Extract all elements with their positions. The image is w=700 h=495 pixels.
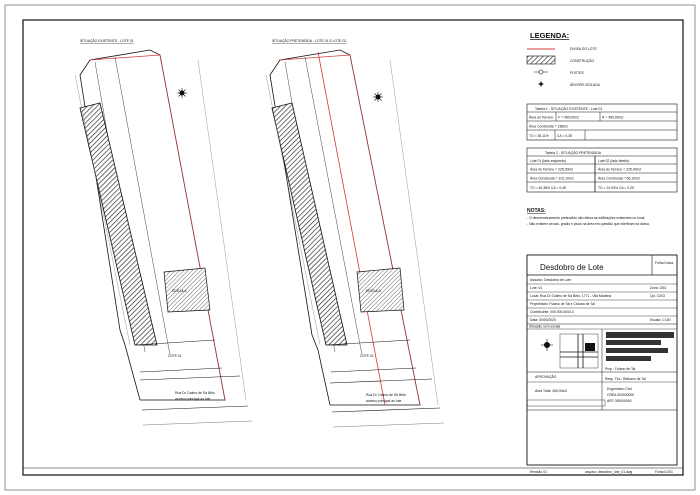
tb-escala: Escala: 1:100 — [650, 318, 671, 322]
t1-r0c1: F = 450,00m2 — [558, 115, 580, 120]
t2-r2c1: TO = 24,93% CA = 0,25 — [598, 186, 634, 190]
tb-quadra: Qd.: 0203 — [650, 294, 665, 298]
building-annex-existing — [164, 268, 210, 312]
redacted-block-4 — [606, 356, 651, 361]
footer — [530, 470, 673, 474]
plan-proposed-title: SITUAÇÃO PRETENDIDA - LOTE 01 E LOTE 02 — [272, 39, 347, 43]
t2-r2c0: TO = 45,38% CA = 0,45 — [530, 186, 566, 190]
street-name-existing: Rua Dr. Dalmo de Sá Brito — [175, 391, 215, 395]
footer-left: Revisão 01 — [530, 470, 547, 474]
tb-contribuinte: Contribuinte: 000.000.0000-0 — [530, 310, 574, 314]
t1-r1c0: Área Construída = 158m2 — [529, 124, 568, 129]
t2-r1c0: Área Construída = 102,10m2 — [530, 176, 574, 181]
building-main-existing — [80, 103, 157, 345]
outer-border — [5, 5, 695, 490]
plan-proposed — [266, 38, 444, 427]
lot-boundary-proposed — [270, 50, 420, 405]
redacted-block-3 — [606, 348, 668, 353]
t1-r2c1: CA = 0,35 — [557, 134, 572, 138]
redacted-block-2 — [606, 340, 661, 345]
notes — [527, 208, 650, 226]
street-sub-proposed: acesso principal ao lote — [366, 399, 402, 403]
legend-label-3: ÁRVORE ISOLADA — [570, 83, 600, 87]
legend-symbol-hatch — [527, 56, 555, 64]
sheet-label: Folha Única — [655, 261, 674, 265]
notes-title: NOTAS: — [527, 208, 546, 214]
tb-approval: APROVAÇÃO — [535, 375, 557, 379]
notes-line-1: - Não existem cercas, gradis e pisos na área em questão que interfiram na divisa. — [527, 222, 650, 226]
lot-boundary-existing — [80, 50, 225, 400]
tree-icon-legend — [538, 81, 544, 87]
legend-title: LEGENDA: — [530, 31, 570, 40]
building-main-proposed — [272, 103, 347, 345]
t1-r0c0: Área do Terreno — [529, 115, 554, 120]
table-existing-title: Tabela 1 - SITUAÇÃO EXISTENTE - Lote 01 — [535, 107, 603, 111]
t2-r0c1: Área do Terreno = 225,00m2 — [598, 167, 642, 172]
tb-approval-sub: Área Total: 450,00m2 — [535, 389, 568, 393]
legend-label-2: POSTES — [570, 71, 584, 75]
tb-situacao-label: Situação sem escala — [529, 324, 561, 329]
annex-label-existing: EDÍCULA — [172, 289, 187, 293]
annex-label-proposed: EDÍCULA — [366, 289, 381, 293]
t2-r0c0: Área do Terreno = 225,00m2 — [530, 167, 574, 172]
street-name-proposed: Rua Dr. Dalmo de Sá Brito — [366, 393, 406, 397]
title-block — [527, 255, 677, 465]
north-arrow-icon — [541, 339, 553, 351]
tb-resp-label: Resp. Téc.: Beltrano de Tal — [605, 377, 646, 381]
t1-r0c2: R = 450,00m2 — [602, 115, 624, 120]
lot-label-proposed: LOTE 01 — [360, 354, 374, 358]
legend-label-0: DIVISA DO LOTE — [570, 47, 597, 51]
title-block-title: Desdobro de Lote — [540, 263, 604, 272]
legend — [527, 31, 601, 87]
notes-line-0: - O desmembramento pretendido não altera as edificações existentes no local. — [527, 216, 646, 220]
t2-h1: Lote 02 (lado direito) — [598, 159, 630, 163]
t2-h0: Lote 01 (lado esquerdo) — [530, 159, 567, 163]
pole-icon — [534, 70, 548, 74]
tb-date: Data: 00/00/2020 — [530, 318, 557, 322]
street-sub-existing: acesso principal ao lote — [175, 397, 211, 401]
tb-resp-detail-2: ART 000000000 — [607, 399, 632, 403]
t1-r2c0: TO = 35,11% — [529, 134, 549, 138]
table-existing — [527, 104, 677, 140]
tb-assunto: Assunto: Desdobro de Lote — [530, 278, 572, 282]
tb-resp-detail-1: CREA 000000000 — [607, 393, 635, 397]
lot-label-existing: LOTE 01 — [168, 354, 182, 358]
plan-existing — [75, 38, 252, 425]
tb-resp-detail-0: Engenheiro Civil — [607, 387, 632, 391]
legend-label-1: CONSTRUÇÃO — [570, 59, 595, 63]
table-proposed — [527, 148, 677, 192]
footer-center: arquivo: desdobro_lote_01.dwg — [585, 470, 633, 474]
tree-icon-existing — [177, 88, 187, 98]
redacted-block-1 — [606, 332, 674, 338]
tb-prop-label: Prop.: Fulano de Tal — [605, 367, 636, 371]
site-map-mini — [560, 334, 598, 368]
tb-local: Local: Rua Dr. Dalmo de Sá Brito, 1771 - Vila Mariana — [530, 294, 612, 298]
tb-proprietario: Proprietário: Fulano de Tal e Ciclana de Tal — [530, 302, 595, 306]
t2-r1c1: Área Construída = 56,10m2 — [598, 176, 640, 181]
plan-existing-title: SITUAÇÃO EXISTENTE - LOTE 01 — [80, 39, 134, 43]
footer-right: Folha 01/01 — [655, 470, 673, 474]
tb-zona: Zona: ZM1 — [650, 286, 667, 290]
tb-lote: Lote: 01 — [530, 286, 543, 290]
tree-icon-proposed — [373, 92, 383, 102]
table-proposed-title: Tabela 2 - SITUAÇÃO PRETENDIDA — [545, 151, 601, 155]
